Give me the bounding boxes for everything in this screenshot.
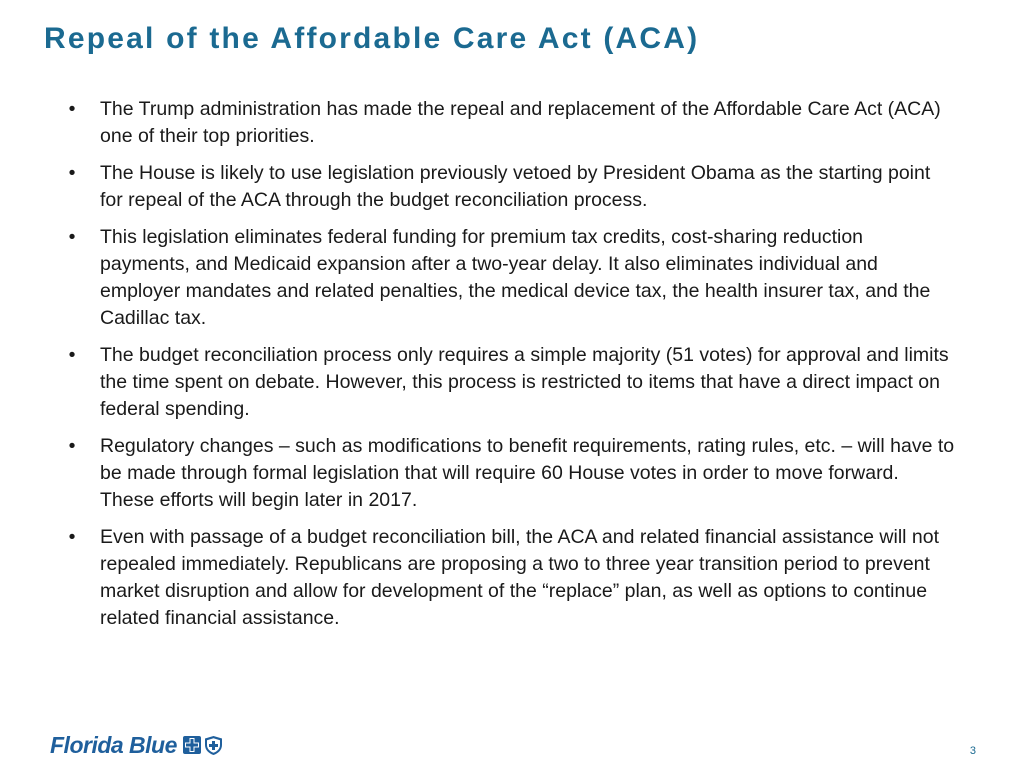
- bullet-item: [66, 224, 956, 332]
- bullet-marker: •: [68, 435, 76, 457]
- bullet-text: The House is likely to use legislation previously vetoed by President Obama as the starting point for repeal of the ACA through the budget reconciliation process.: [100, 162, 931, 211]
- bullet-marker: •: [68, 98, 76, 120]
- bullet-marker: •: [68, 344, 76, 366]
- bullet-text: The budget reconciliation process only requires a simple majority (51 votes) for approval and limits the time spent on debate. However, this process is restricted to items that have a direct impact on federal spending.: [100, 344, 949, 420]
- bullet-text: Even with passage of a budget reconciliation bill, the ACA and related financial assistance will not repealed immediately. Republicans are proposing a two to three year transition period to prevent market disruption and allow for development of the “replace” plan, as well as options to continue related financial assistance.: [100, 526, 940, 629]
- bullet-marker: •: [68, 226, 76, 248]
- bullet-text: The Trump administration has made the repeal and replacement of the Affordable Care Act (ACA) one of their top priorities.: [100, 98, 941, 147]
- bullet-text: This legislation eliminates federal funding for premium tax credits, cost-sharing reduction payments, and Medicaid expansion after a two-year delay. It also eliminates individual and employer mandates and related penalties, the medical device tax, the health insurer tax, and the Cadillac tax.: [100, 226, 931, 329]
- slide-title: Repeal of the Affordable Care Act (ACA): [44, 22, 700, 55]
- bullet-marker: •: [68, 162, 76, 184]
- blue-cross-icon: [182, 735, 202, 755]
- bullet-list: [66, 96, 956, 642]
- florida-blue-logo: [50, 728, 223, 762]
- bullet-item: [66, 342, 956, 423]
- bullet-marker: •: [68, 526, 76, 548]
- logo-marks: [182, 735, 223, 756]
- logo-wordmark: Florida Blue: [50, 731, 177, 758]
- bullet-item: [66, 160, 956, 214]
- bullet-text: Regulatory changes – such as modifications to benefit requirements, rating rules, etc. – will have to be made through formal legislation that will require 60 House votes in order to move forward. These efforts will begin later in 2017.: [100, 435, 955, 511]
- bullet-item: [66, 524, 956, 632]
- blue-shield-icon: [204, 735, 223, 756]
- bullet-item: [66, 433, 956, 514]
- bullet-item: [66, 96, 956, 150]
- page-number: 3: [969, 745, 976, 757]
